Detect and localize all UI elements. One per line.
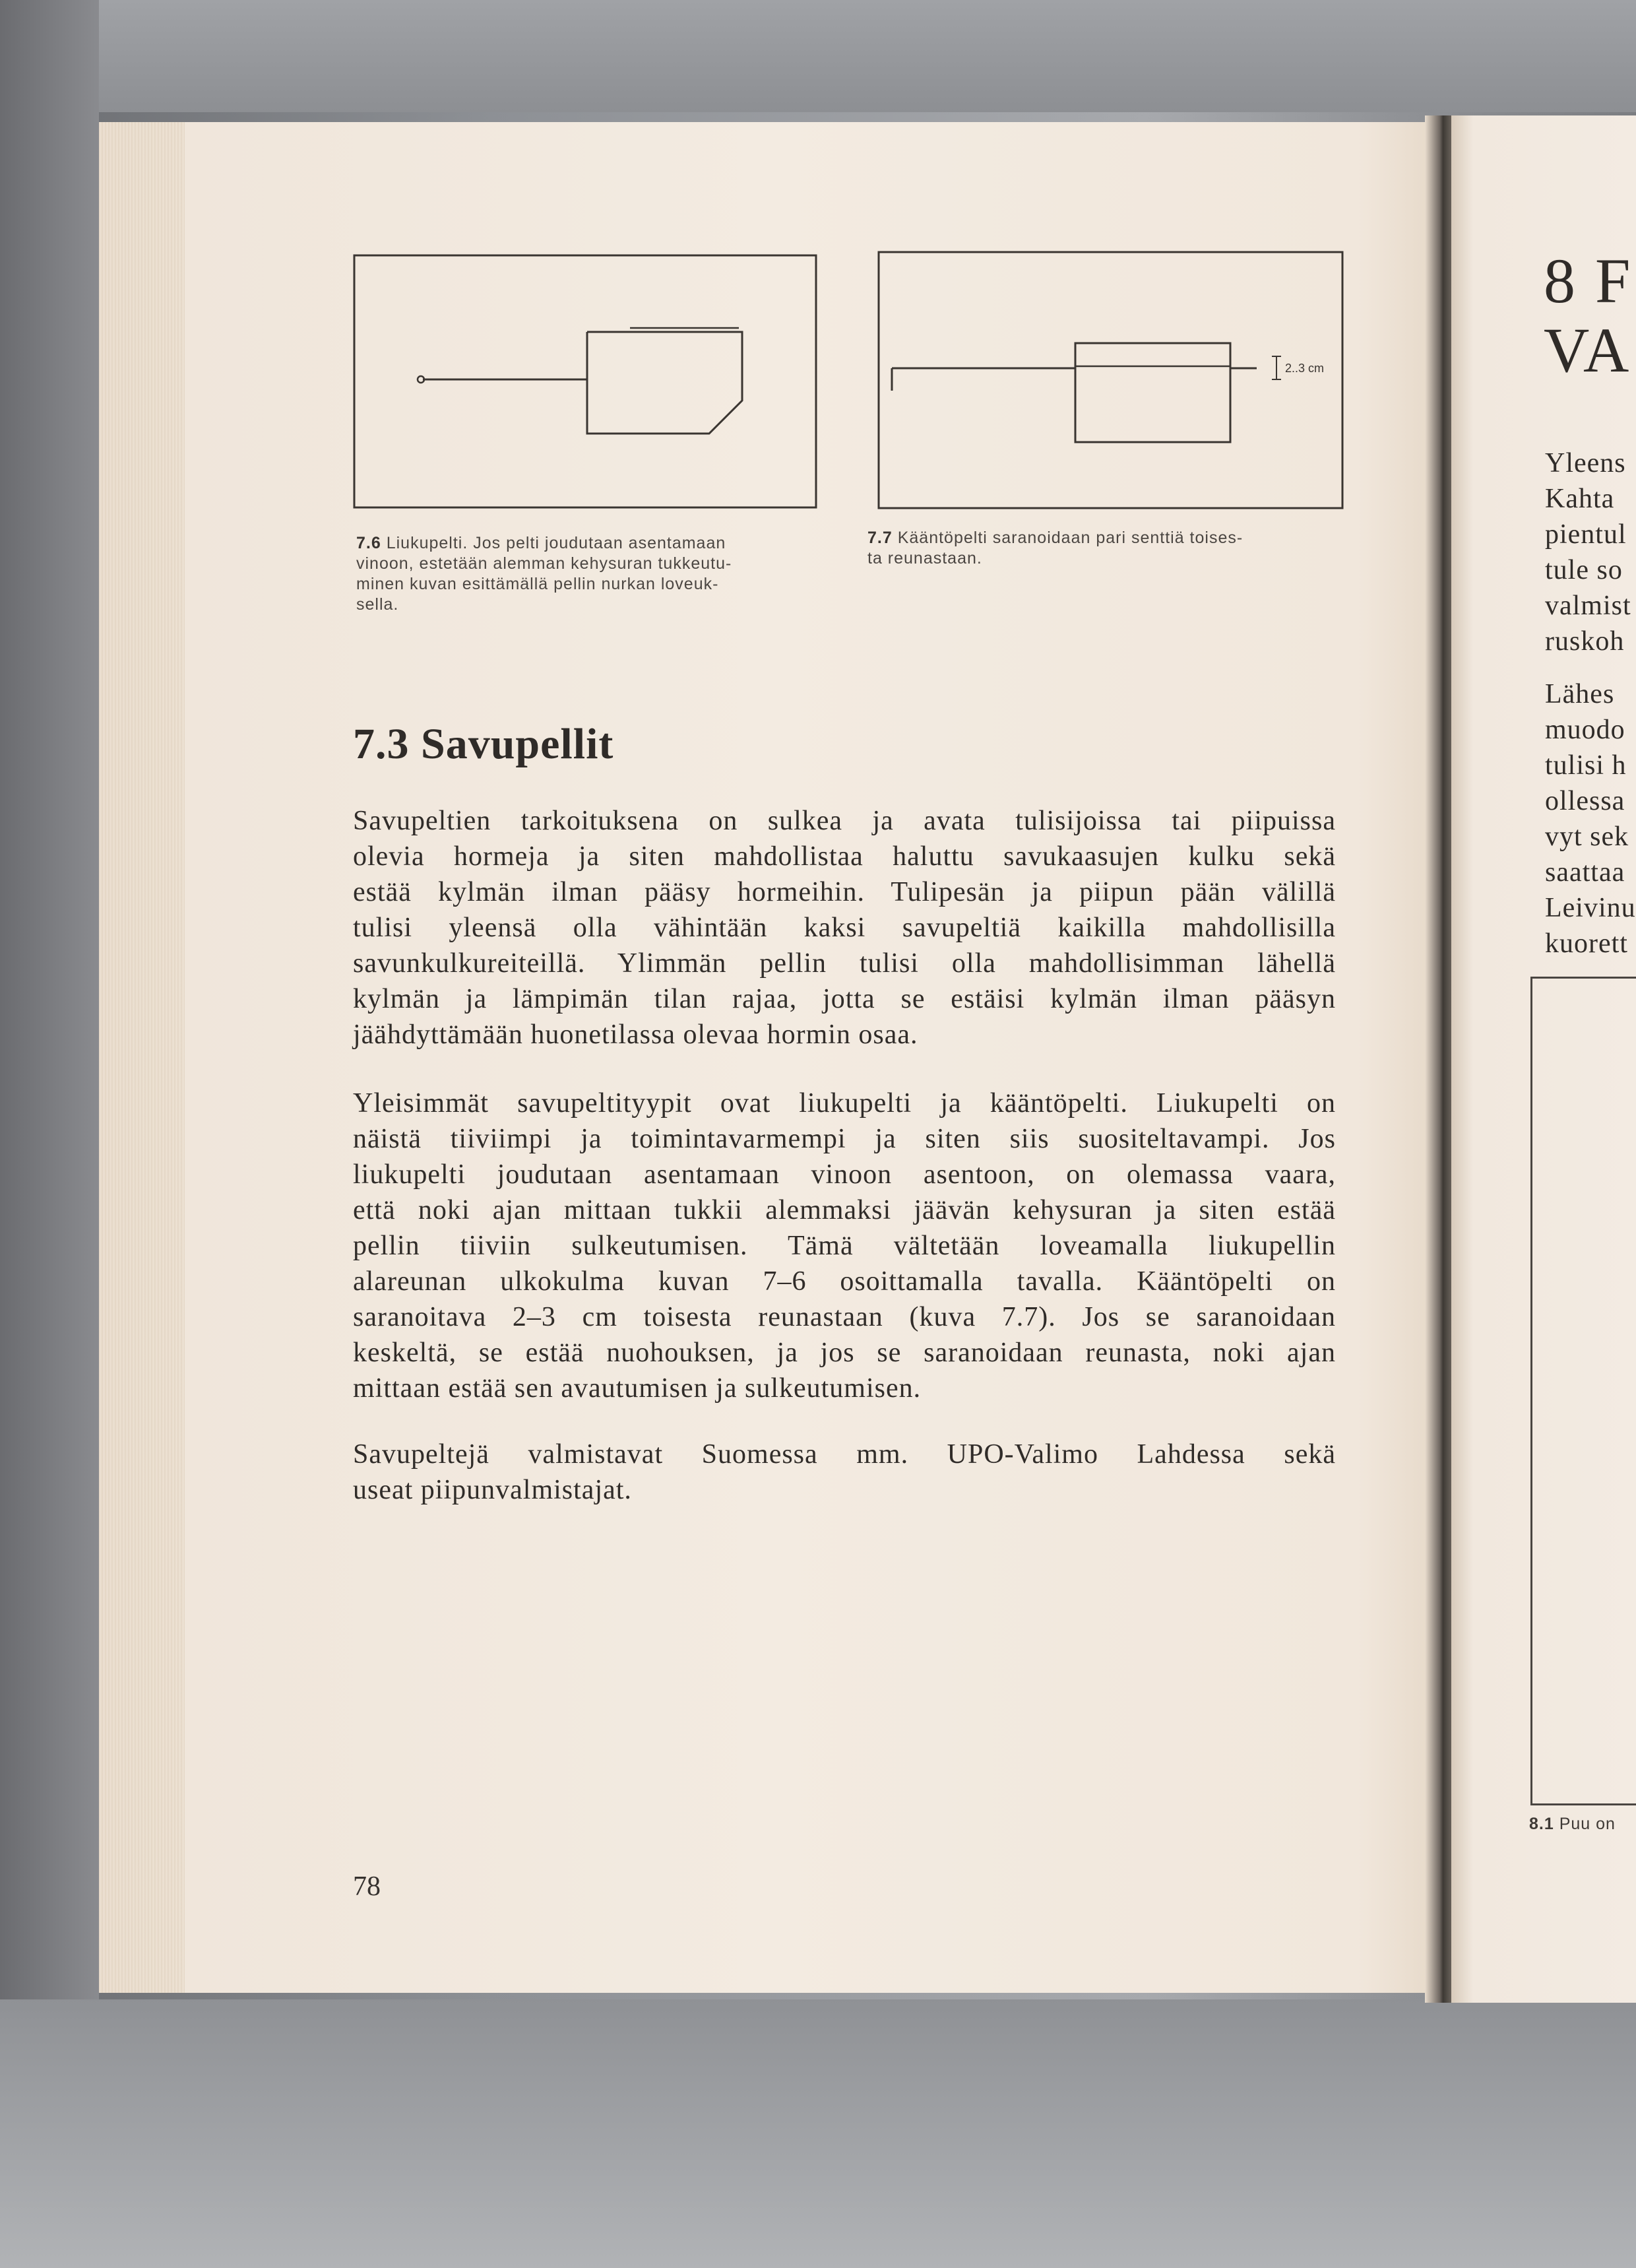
text-line: vyt sek bbox=[1545, 822, 1629, 852]
figure-8-1-caption bbox=[1529, 1815, 1616, 1834]
caption-line: Liukupelti. Jos pelti joudutaan asentamaan bbox=[386, 534, 726, 552]
caption-text: Puu on bbox=[1559, 1815, 1616, 1833]
text-line: saranoitava 2–3 cm toisesta reunastaan (kuva 7.7). Jos se saranoidaan bbox=[353, 1302, 1336, 1332]
page-edge-stack bbox=[99, 122, 185, 1993]
text-line: Savupeltien tarkoituksena on sulkea ja avata tulisijoissa tai piipuissa bbox=[353, 806, 1336, 836]
text-line: tulisi yleensä olla vähintään kaksi savupeltiä kaikilla mahdollisilla bbox=[353, 913, 1336, 943]
text-line: keskeltä, se estää nuohouksen, ja jos se saranoidaan reunasta, noki ajan bbox=[353, 1338, 1336, 1368]
text-line: mittaan estää sen avautumisen ja sulkeutumisen. bbox=[353, 1373, 922, 1404]
text-line: muodo bbox=[1545, 715, 1625, 745]
text-line: Leivinu bbox=[1545, 893, 1636, 923]
paragraph-3 bbox=[353, 1437, 1336, 1508]
scan-background-top bbox=[0, 0, 1636, 112]
figure-7-6-slide-damper bbox=[353, 254, 818, 511]
text-line: pellin tiiviin sulkeutumisen. Tämä vältetään loveamalla liukupellin bbox=[353, 1231, 1336, 1261]
text-line: ollessa bbox=[1545, 786, 1625, 816]
text-line: kylmän ja lämpimän tilan rajaa, jotta se estäisi kylmän ilman pääsyn bbox=[353, 984, 1336, 1014]
text-line: että noki ajan mittaan tukkii alemmaksi jäävän kehysuran ja siten estää bbox=[353, 1195, 1336, 1225]
text-line: Lähes bbox=[1545, 679, 1615, 709]
text-line: kuorett bbox=[1545, 928, 1628, 959]
figure-8-1-frame bbox=[1530, 977, 1636, 1805]
caption-line: sella. bbox=[356, 595, 399, 614]
text-line: olevia hormeja ja siten mahdollistaa haluttu savukaasujen kulku sekä bbox=[353, 841, 1336, 872]
paragraph-2 bbox=[353, 1085, 1336, 1406]
text-line: useat piipunvalmistajat. bbox=[353, 1475, 632, 1505]
scan-background-left bbox=[0, 0, 99, 2268]
text-line: Kahta bbox=[1545, 484, 1615, 514]
figure-7-6-number: 7.6 bbox=[356, 534, 381, 552]
figure-8-1-number: 8.1 bbox=[1529, 1815, 1554, 1833]
page-number: 78 bbox=[353, 1871, 381, 1902]
slide-damper-drawing bbox=[353, 254, 818, 511]
figure-7-7-number: 7.7 bbox=[867, 529, 893, 547]
text-line: Savupeltejä valmistavat Suomessa mm. UPO-Valimo Lahdessa sekä bbox=[353, 1439, 1336, 1470]
text-line: näistä tiiviimpi ja toimintavarmempi ja siten siis suositeltavampi. Jos bbox=[353, 1124, 1336, 1154]
figure-7-7-caption bbox=[867, 528, 1342, 569]
caption-line: ta reunastaan. bbox=[867, 549, 982, 567]
scan-background-bottom bbox=[0, 1999, 1636, 2268]
text-line: Yleisimmät savupeltityypit ovat liukupelti ja kääntöpelti. Liukupelti on bbox=[353, 1088, 1336, 1118]
text-line: tule so bbox=[1545, 555, 1623, 585]
text-line: Yleens bbox=[1545, 448, 1626, 478]
text-line: savunkulkureiteillä. Ylimmän pellin tulisi olla mahdollisimman lähellä bbox=[353, 948, 1336, 979]
text-line: saattaa bbox=[1545, 857, 1625, 888]
caption-line: vinoon, estetään alemman kehysuran tukkeutu- bbox=[356, 554, 732, 573]
text-line: ruskoh bbox=[1545, 626, 1625, 657]
text-line: alareunan ulkokulma kuvan 7–6 osoittamalla tavalla. Kääntöpelti on bbox=[353, 1266, 1336, 1297]
text-line: jäähdyttämään huonetilassa olevaa hormin osaa. bbox=[353, 1020, 918, 1050]
section-heading: 7.3 Savupellit bbox=[353, 720, 614, 768]
text-line: estää kylmän ilman pääsy hormeihin. Tulipesän ja piipun pään välillä bbox=[353, 877, 1336, 907]
pivot-damper-drawing bbox=[877, 251, 1344, 511]
chapter-heading-line-2: VA bbox=[1544, 315, 1631, 385]
dimension-label: 2..3 cm bbox=[1285, 362, 1325, 375]
figure-7-7-pivot-damper bbox=[877, 251, 1344, 511]
caption-line: minen kuvan esittämällä pellin nurkan loveuk- bbox=[356, 575, 719, 593]
chapter-heading-line-1: 8 F bbox=[1544, 245, 1633, 316]
text-line: liukupelti joudutaan asentamaan vinoon asentoon, on olemassa vaara, bbox=[353, 1159, 1336, 1190]
text-line: pientul bbox=[1545, 519, 1627, 550]
text-line: tulisi h bbox=[1545, 750, 1627, 781]
paragraph-1 bbox=[353, 803, 1336, 1053]
figure-7-6-caption bbox=[356, 533, 805, 615]
text-line: valmist bbox=[1545, 591, 1631, 621]
caption-line: Kääntöpelti saranoidaan pari senttiä toises- bbox=[897, 529, 1243, 547]
